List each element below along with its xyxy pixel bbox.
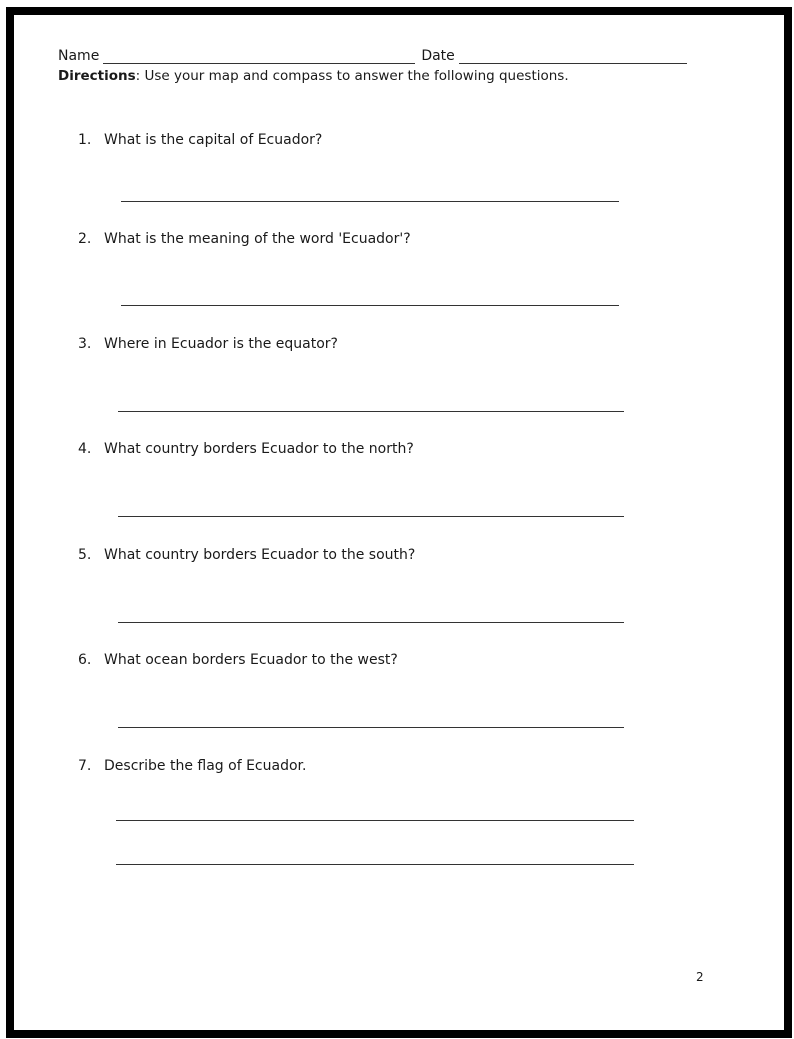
question-text: Where in Ecuador is the equator? <box>104 336 338 352</box>
question-text: What is the capital of Ecuador? <box>104 132 323 148</box>
question-text: What ocean borders Ecuador to the west? <box>104 652 398 668</box>
page-border <box>6 7 792 1038</box>
directions-label: Directions <box>58 68 136 84</box>
answer-line-6[interactable] <box>118 727 624 728</box>
answer-line-3[interactable] <box>118 411 624 412</box>
question-number: 3. <box>78 336 92 352</box>
name-label: Name <box>58 48 100 64</box>
question-5 <box>78 547 415 563</box>
answer-line-1[interactable] <box>121 201 619 202</box>
worksheet-header <box>58 44 708 84</box>
directions <box>58 68 708 84</box>
question-number: 6. <box>78 652 92 668</box>
question-number: 7. <box>78 758 92 774</box>
answer-line-2[interactable] <box>121 305 619 306</box>
answer-line-5[interactable] <box>118 622 624 623</box>
answer-line-7b[interactable] <box>116 864 634 865</box>
name-date-row <box>58 44 708 64</box>
question-3 <box>78 336 338 352</box>
question-number: 2. <box>78 231 92 247</box>
answer-line-7a[interactable] <box>116 820 634 821</box>
question-text: Describe the flag of Ecuador. <box>104 758 307 774</box>
page-number: 2 <box>696 970 704 984</box>
question-7 <box>78 758 306 774</box>
date-field[interactable] <box>459 49 687 64</box>
question-6 <box>78 652 398 668</box>
name-field[interactable] <box>103 49 415 64</box>
question-number: 5. <box>78 547 92 563</box>
question-4 <box>78 441 414 457</box>
question-number: 1. <box>78 132 92 148</box>
question-text: What is the meaning of the word 'Ecuador'? <box>104 231 411 247</box>
directions-text: : Use your map and compass to answer the following questions. <box>135 68 569 84</box>
question-2 <box>78 231 411 247</box>
question-1 <box>78 132 322 148</box>
answer-line-4[interactable] <box>118 516 624 517</box>
date-label: Date <box>421 48 455 64</box>
question-text: What country borders Ecuador to the south? <box>104 547 416 563</box>
question-text: What country borders Ecuador to the north? <box>104 441 414 457</box>
question-number: 4. <box>78 441 92 457</box>
